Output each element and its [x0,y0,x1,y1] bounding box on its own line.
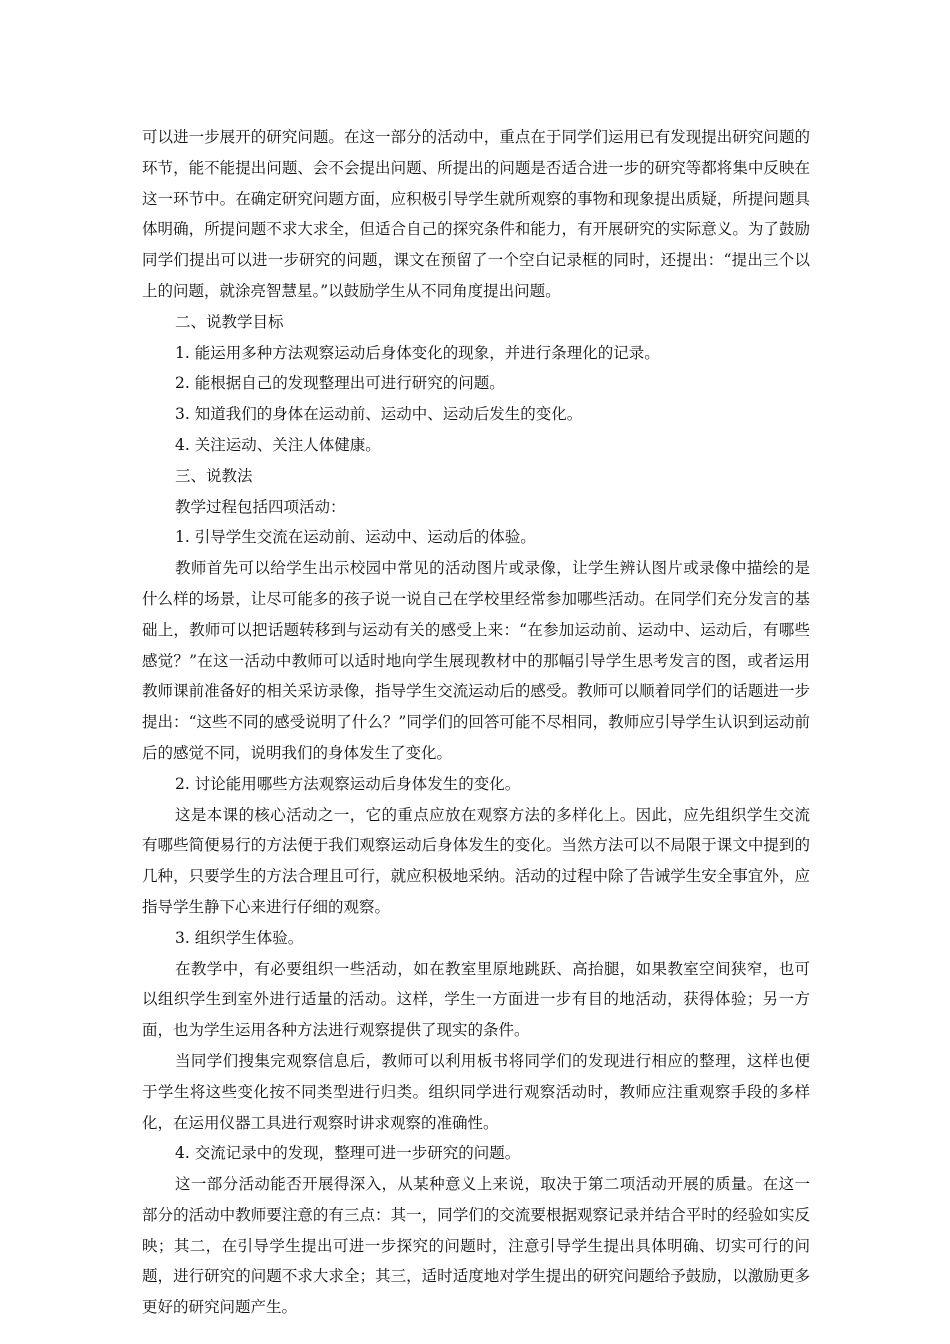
activity-heading-4: 4. 交流记录中的发现，整理可进一步研究的问题。 [175,1144,521,1163]
activity-heading-3: 3. 组织学生体验。 [175,928,304,947]
activities-intro: 教学过程包括四项活动： [175,497,346,516]
activity-body-1: 教师首先可以给学生出示校园中常见的活动图片或录像，让学生辨认图片或录像中描绘的是什么样的场景，让尽可能多的孩子说一说自己在学校里经常参加哪些活动。在同学们充分发言的基础上，教师可以把话题转移到与运动有关的感受上来：“在参加运动前、运动中、运动后，有哪些感觉？”在这一活动中教师可以适时地向学生展现教材中的那幅引导学生思考发言的图，或者运用教师课前准备好的相关采访录像，指导学生交流运动后的感受。教师可以顺着同学们的话题进一步提出：“这些不同的感受说明了什么？”同学们的回答可能不尽相同，教师应引导学生认识到运动前后的感觉不同，说明我们的身体发生了变化。 [142,559,810,762]
goal-item-4: 4. 关注运动、关注人体健康。 [175,435,381,454]
paragraph-continued: 可以进一步展开的研究问题。在这一部分的活动中，重点在于同学们运用已有发现提出研究问题的环节，能不能提出问题、会不会提出问题、所提出的问题是否适合进一步的研究等都将集中反映在这一环节中。在确定研究问题方面，应积极引导学生就所观察的事物和现象提出质疑，所提问题具体明确，所提问题不求大求全，但适合自己的探究条件和能力，有开展研究的实际意义。为了鼓励同学们提出可以进一步研究的问题，课文在预留了一个空白记录框的同时，还提出：“提出三个以上的问题，就涂亮智慧星。”以鼓励学生从不同角度提出问题。 [142,128,810,300]
section-heading-teaching-goals: 二、说教学目标 [175,312,284,331]
goal-item-1: 1. 能运用多种方法观察运动后身体变化的现象，并进行条理化的记录。 [175,343,660,362]
activity-heading-2: 2. 讨论能用哪些方法观察运动后身体发生的变化。 [175,774,521,793]
document-page [142,122,810,1323]
section-heading-teaching-method: 三、说教法 [175,466,253,485]
activity-body-3a: 在教学中，有必要组织一些活动，如在教室里原地跳跃、高抬腿，如果教室空间狭窄，也可以组织学生到室外进行适量的活动。这样，学生一方面进一步有目的地活动，获得体验；另一方面，也为学生运用各种方法进行观察提供了现实的条件。 [142,959,810,1040]
goal-item-2: 2. 能根据自己的发现整理出可进行研究的问题。 [175,374,505,393]
activity-body-4: 这一部分活动能否开展得深入，从某种意义上来说，取决于第二项活动开展的质量。在这一部分的活动中教师要注意的有三点：其一，同学们的交流要根据观察记录并结合平时的经验如实反映；其二，在引导学生提出可进一步探究的问题时，注意引导学生提出具体明确、切实可行的问题，进行研究的问题不求大求全；其三，适时适度地对学生提出的研究问题给予鼓励，以激励更多更好的研究问题产生。 [142,1175,810,1317]
activity-heading-1: 1. 引导学生交流在运动前、运动中、运动后的体验。 [175,528,536,547]
activity-body-2: 这是本课的核心活动之一，它的重点应放在观察方法的多样化上。因此，应先组织学生交流有哪些简便易行的方法便于我们观察运动后身体发生的变化。当然方法可以不局限于课文中提到的几种，只要学生的方法合理且可行，就应积极地采纳。活动的过程中除了告诫学生安全事宜外，应指导学生静下心来进行仔细的观察。 [142,805,810,916]
activity-body-3b: 当同学们搜集完观察信息后，教师可以利用板书将同学们的发现进行相应的整理，这样也便于学生将这些变化按不同类型进行归类。组织同学进行观察活动时，教师应注重观察手段的多样化，在运用仪器工具进行观察时讲求观察的准确性。 [142,1051,810,1132]
goal-item-3: 3. 知道我们的身体在运动前、运动中、运动后发生的变化。 [175,405,583,424]
